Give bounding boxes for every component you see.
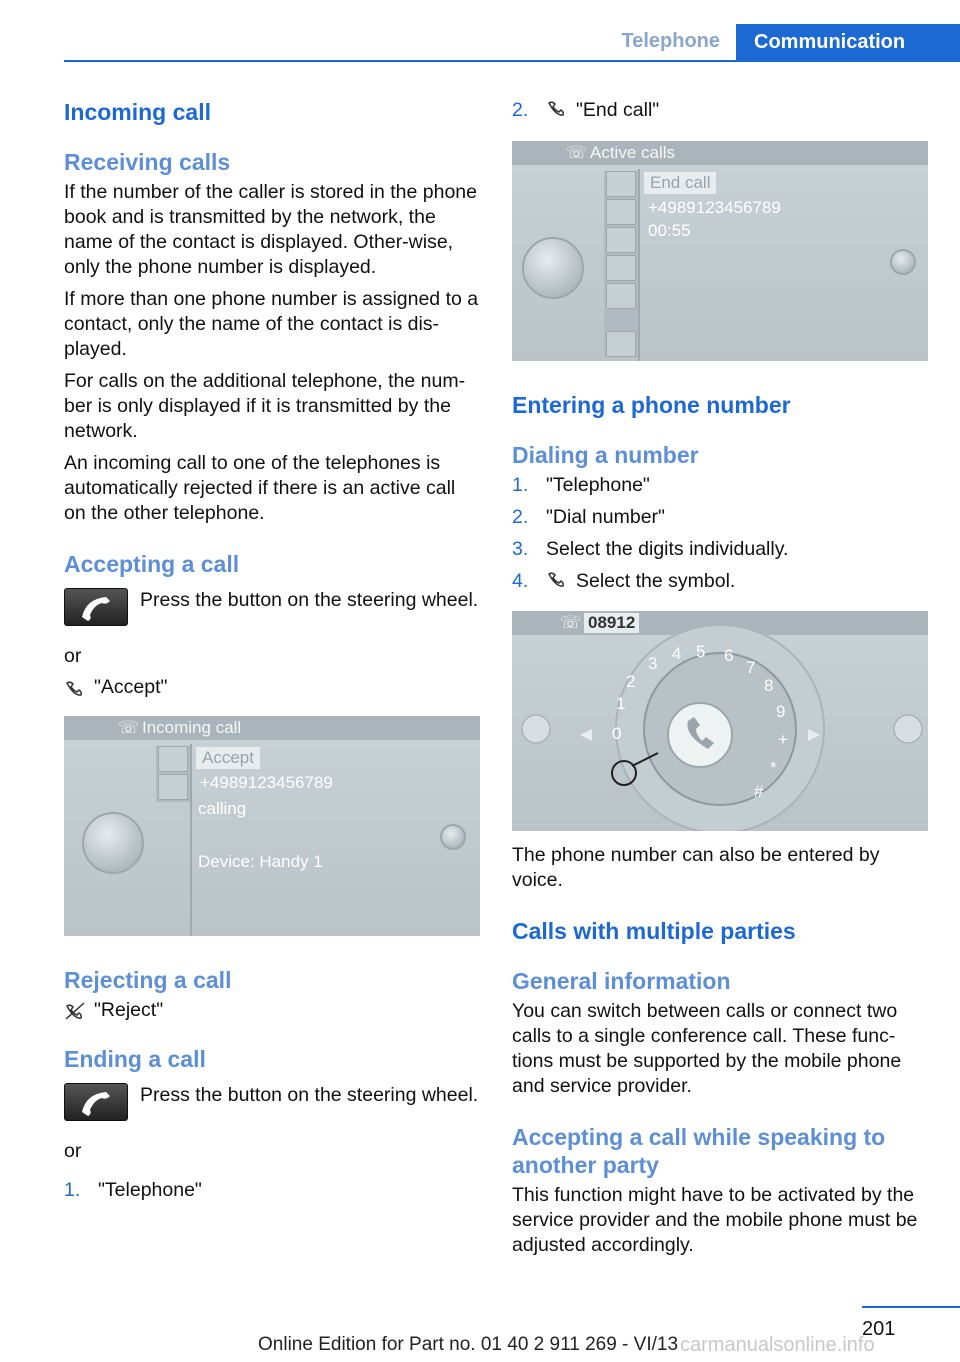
or-text-2: or (64, 1140, 82, 1162)
heading-receiving-calls: Receiving calls (64, 149, 231, 175)
active-calls-screen (512, 141, 928, 361)
heading-rejecting-call: Rejecting a call (64, 967, 232, 993)
end-step-1: 1. "Telephone" (64, 1179, 202, 1201)
dial-digit: # (754, 782, 764, 801)
handset-icon: ☏ (566, 143, 588, 162)
para-receiving-4: An incoming call to one of the telephones is automatically rejected if there is an active call on the other telephone. (64, 452, 456, 524)
left-column (64, 98, 480, 1203)
heading-accept-while-speaking: Accepting a call while speaking to another party (512, 1124, 886, 1178)
reject-call-icon (158, 774, 188, 800)
edition-text: Online Edition for Part no. 01 40 2 911 269 - VI/13 (258, 1334, 679, 1355)
dial-step: 1. "Telephone" (512, 474, 650, 496)
dial-symbol-icon (546, 569, 568, 589)
contacts-icon (606, 283, 636, 309)
accept-option (64, 675, 480, 700)
chapter-tab: Communication (736, 24, 960, 60)
dial-digit: 0 (612, 724, 622, 743)
dial-digit: + (778, 730, 788, 749)
device-label: Device: Handy 1 (198, 852, 323, 871)
reject-label: "Reject" (94, 999, 164, 1021)
divider (190, 744, 192, 936)
end-call-icon (546, 98, 568, 118)
dial-step: 2. "Dial number" (512, 506, 665, 528)
controller-knob (82, 812, 144, 874)
end-steering-row (64, 1083, 480, 1121)
handset-icon: ☏ (118, 718, 140, 737)
divider (638, 169, 640, 361)
dial-digit: 1 (616, 694, 626, 713)
dial-step: 4. Select the symbol. (512, 570, 736, 592)
end-call-highlight: End call (644, 172, 716, 194)
page-header (64, 24, 960, 62)
mute-icon (606, 227, 636, 253)
voice-entry-text: The phone number can also be entered by voice. (512, 844, 880, 891)
hold-icon (606, 199, 636, 225)
end-steering-text: Press the button on the steering wheel. (140, 1084, 479, 1106)
right-column (512, 98, 928, 1258)
end-step-2: 2. "End call" (512, 99, 660, 121)
icon-column (604, 171, 638, 357)
dial-digit: 3 (648, 654, 658, 673)
side-menu-icon (890, 249, 916, 275)
dial-digit: 5 (696, 642, 706, 661)
accept-steering-text: Press the button on the steering wheel. (140, 589, 479, 611)
side-menu-icon (440, 824, 466, 850)
footer-rule (862, 1306, 960, 1308)
steering-phone-button-icon (64, 588, 128, 626)
icon-column (156, 746, 190, 802)
handset-settings-icon (606, 331, 636, 357)
keypad-icon (606, 255, 636, 281)
screen-title: Incoming call (142, 718, 242, 737)
heading-general-information: General information (512, 968, 731, 994)
reject-option (64, 998, 480, 1023)
heading-dialing-number: Dialing a number (512, 442, 699, 468)
caller-number: +4989123456789 (200, 773, 333, 792)
accept-while-speaking-text: This function might have to be activated by the service provider and the mobile phone must be adjusted accordingly. (512, 1184, 918, 1256)
call-status: calling (198, 799, 247, 818)
dial-step: 3. Select the digits individually. (512, 538, 789, 560)
page-number: 201 (862, 1318, 896, 1340)
general-info-text: You can switch between calls or connect two calls to a single conference call. These func-tions must be supported by the mobile phone and service provider. (512, 1000, 902, 1097)
para-receiving-2: If more than one phone number is assigned to a contact, only the name of the contact is dis-played. (64, 288, 479, 360)
digit-dial (512, 611, 928, 831)
dial-digit: 9 (776, 702, 786, 721)
heading-multiple-parties: Calls with multiple parties (512, 918, 796, 944)
screen-title: Active calls (590, 143, 676, 162)
dial-digit: 4 (672, 644, 682, 663)
call-duration: 00:55 (648, 221, 691, 240)
controller-knob (522, 237, 584, 299)
end-call-icon (606, 171, 636, 197)
dial-steps (512, 473, 928, 601)
para-receiving-1: If the number of the caller is stored in the phone book and is transmitted by the network, the name of the contact is displayed. Other-wise, only the phone number is displayed. (64, 181, 477, 278)
reject-call-icon (64, 1001, 86, 1021)
heading-accepting-call: Accepting a call (64, 551, 240, 577)
section-tab: Telephone (621, 30, 720, 52)
steering-phone-button-icon (64, 1083, 128, 1121)
watermark: carmanualsonline.info (680, 1334, 875, 1356)
incoming-call-screen (64, 716, 480, 936)
dial-digit: 6 (724, 646, 734, 665)
dial-screen (512, 611, 928, 831)
heading-incoming-call: Incoming call (64, 99, 211, 125)
dial-digit: 2 (626, 672, 636, 691)
dial-digit: 8 (764, 676, 774, 695)
dialed-number: 08912 (584, 613, 639, 633)
accept-steering-row (64, 588, 480, 626)
accept-highlight: Accept (196, 747, 260, 769)
heading-ending-call: Ending a call (64, 1046, 206, 1072)
para-receiving-3: For calls on the additional telephone, the num-ber is only displayed if it is transmitted by the network. (64, 370, 466, 442)
accept-label: "Accept" (94, 676, 168, 698)
handset-icon: ☏ (560, 613, 582, 632)
or-text-1: or (64, 645, 82, 667)
heading-entering-number: Entering a phone number (512, 392, 791, 418)
dial-digit: * (770, 758, 777, 777)
accept-call-icon (158, 746, 188, 772)
dial-digit: 7 (746, 658, 756, 677)
accept-call-icon (64, 678, 86, 698)
call-number: +4989123456789 (648, 198, 781, 217)
